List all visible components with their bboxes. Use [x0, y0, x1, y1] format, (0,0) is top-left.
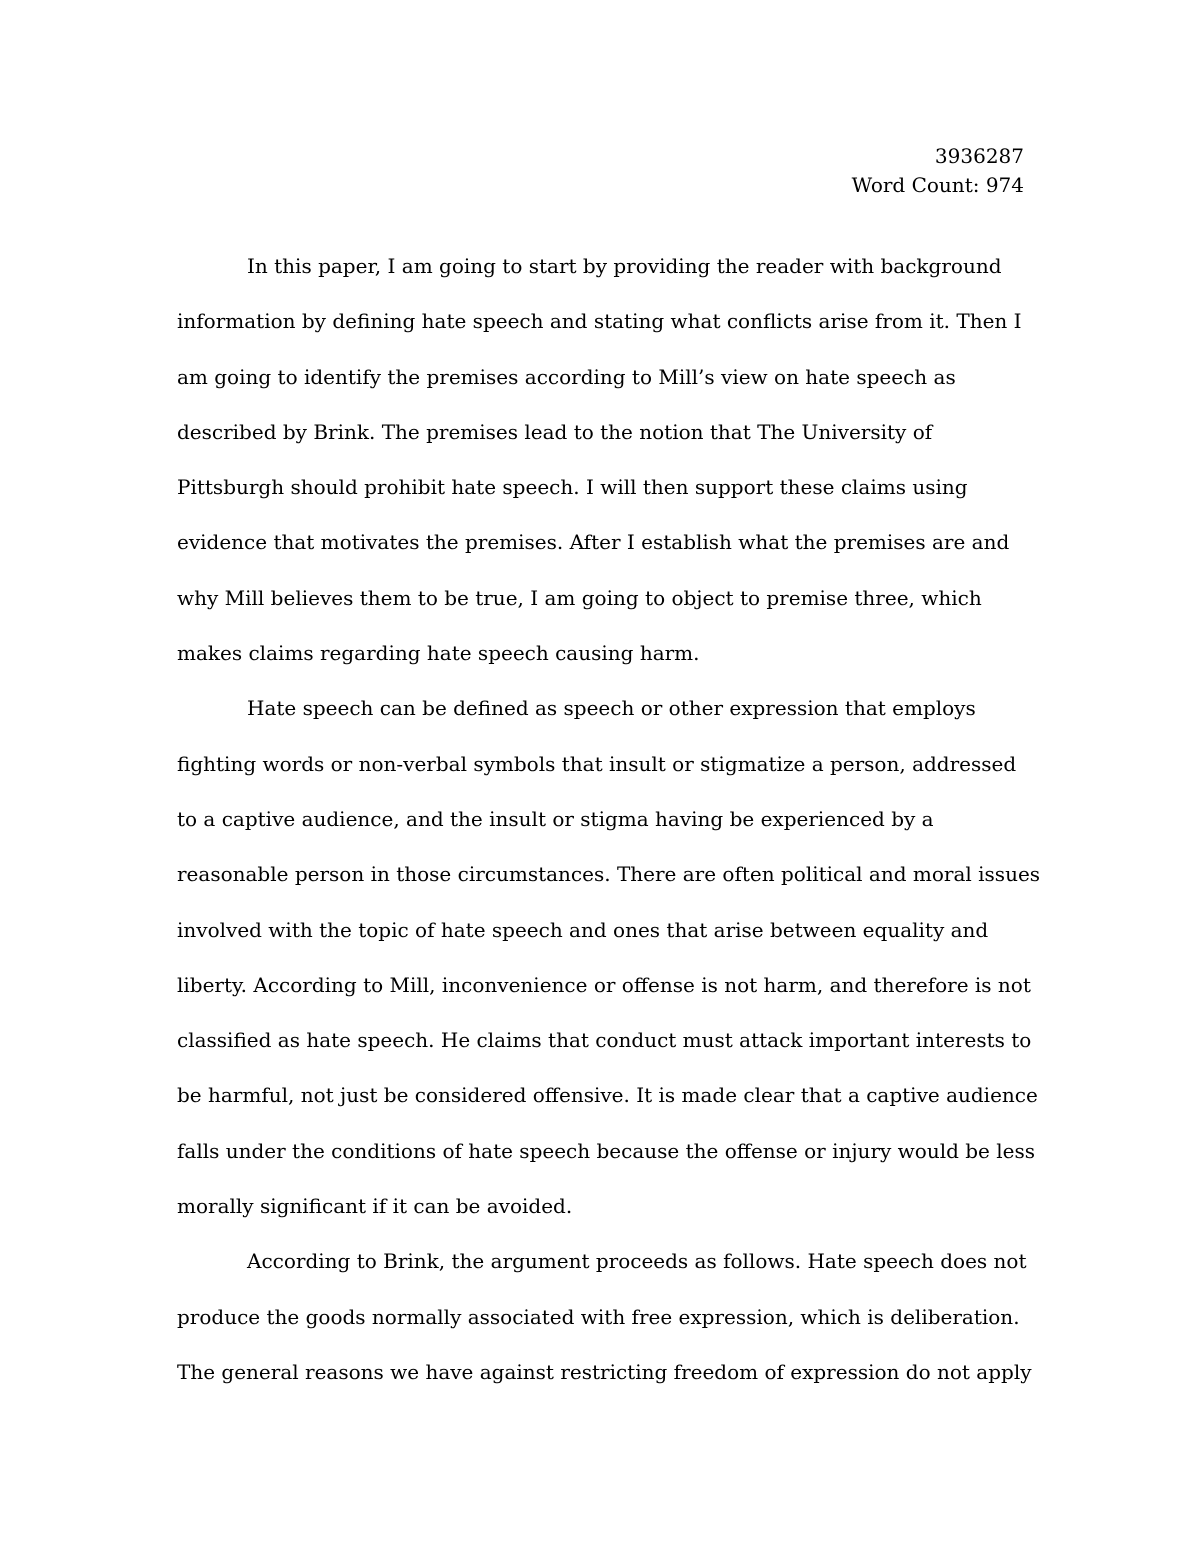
paragraph-definition: [177, 690, 1041, 1243]
word-count: Word Count: 974: [851, 173, 1024, 197]
paragraph-line: involved with the topic of hate speech and ones that arise between equality and: [177, 917, 989, 942]
paragraph-line: In this paper, I am going to start by providing the reader with background: [247, 254, 1002, 278]
document-header: [852, 142, 1024, 200]
paragraph-line: liberty. According to Mill, inconvenience or offense is not harm, and therefore is not: [177, 972, 1031, 997]
paragraph-line: Hate speech can be defined as speech or other expression that employs: [247, 696, 976, 721]
paragraph-line: classified as hate speech. He claims that conduct must attack important interests to: [177, 1028, 1032, 1053]
paragraph-line: morally significant if it can be avoided.: [177, 1194, 573, 1219]
paragraph-line: described by Brink. The premises lead to the notion that The University of: [177, 419, 933, 444]
paragraph-line: am going to identify the premises according to Mill’s view on hate speech as: [177, 364, 956, 389]
paragraph-line: falls under the conditions of hate speech because the offense or injury would be less: [177, 1138, 1036, 1163]
paragraph-line: makes claims regarding hate speech causing harm.: [177, 641, 700, 666]
paragraph-line: why Mill believes them to be true, I am going to object to premise three, which: [177, 585, 982, 610]
paragraph-intro: [177, 248, 1027, 690]
document-body: [177, 248, 1041, 1409]
paragraph-argument: [177, 1243, 1032, 1409]
paragraph-line: fighting words or non-verbal symbols that insult or stigmatize a person, addressed: [177, 751, 1017, 776]
paragraph-line: According to Brink, the argument proceeds as follows. Hate speech does not: [247, 1249, 1027, 1274]
paragraph-line: evidence that motivates the premises. After I establish what the premises are and: [177, 530, 1010, 555]
paragraph-line: produce the goods normally associated with free expression, which is deliberation.: [177, 1304, 1020, 1329]
student-id: 3936287: [934, 144, 1024, 168]
paragraph-line: be harmful, not just be considered offensive. It is made clear that a captive audience: [177, 1083, 1038, 1108]
paragraph-line: reasonable person in those circumstances. There are often political and moral issues: [177, 862, 1041, 887]
paragraph-line: Pittsburgh should prohibit hate speech. I will then support these claims using: [177, 475, 968, 500]
paragraph-line: The general reasons we have against restricting freedom of expression do not apply: [177, 1359, 1032, 1384]
paragraph-line: information by defining hate speech and stating what conflicts arise from it. Then I: [177, 309, 1022, 334]
paragraph-line: to a captive audience, and the insult or stigma having be experienced by a: [177, 806, 934, 831]
